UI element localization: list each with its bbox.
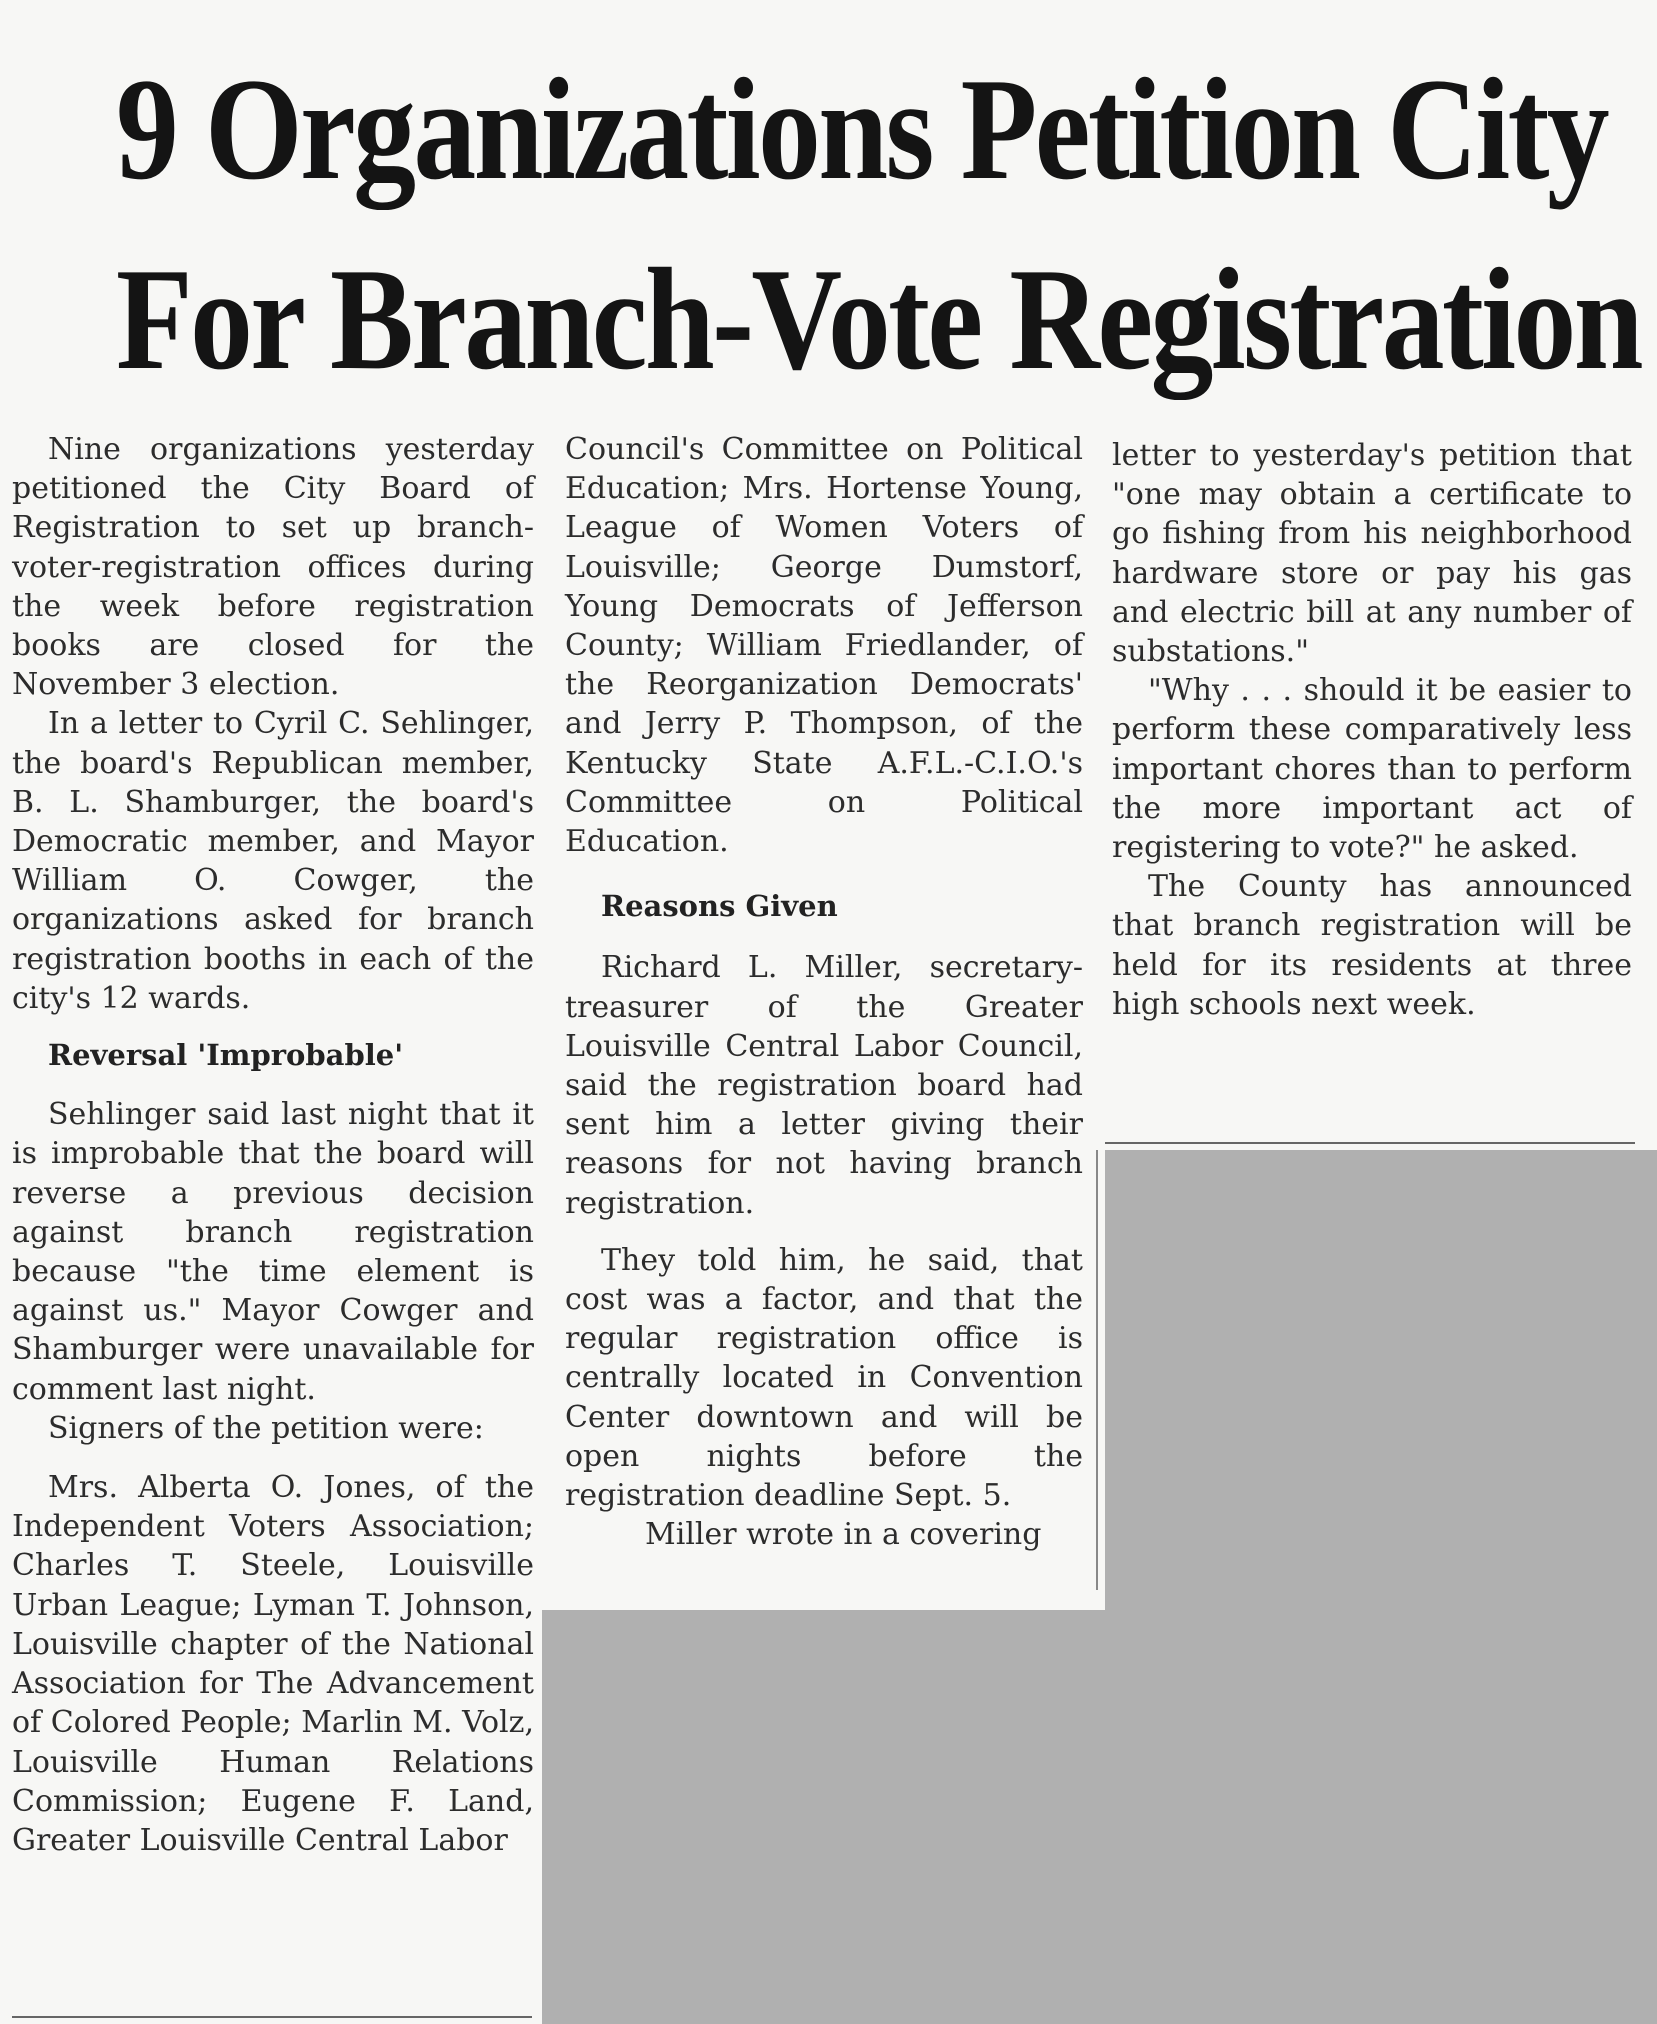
article-column-2 (565, 430, 1083, 1554)
paragraph: letter to yesterday's petition that "one may obtain a certificate to go fishing from his neighborhood hardware store or pay his gas and electric bill at any number of substations." (1112, 438, 1632, 670)
article-column-1 (12, 430, 534, 1860)
paragraph: "Why . . . should it be easier to perform these comparatively less important chores than to perform the more important act of registering to vote?" he asked. (1112, 673, 1632, 866)
article-column-3 (1112, 436, 1632, 1024)
column-end-rule (1105, 1142, 1635, 1144)
column-divider (1096, 1150, 1098, 1590)
paragraph: Sehlinger said last night that it is improbable that the board will reverse a previous decision against branch registration because "the time element is against us." Mayor Cowger and Shamburger were unavailable for comment last night. (12, 1097, 534, 1407)
headline-line-1: 9 Organizations Petition City (115, 48, 1608, 210)
paragraph: Miller wrote in a covering (645, 1517, 1042, 1553)
subhead-reasons-given: Reasons Given (601, 889, 838, 924)
paragraph: Nine organizations yesterday petitioned the City Board of Registration to set up branch-voter-registration offices during the week before registration books are closed for the November 3 election. (12, 432, 534, 703)
paragraph: In a letter to Cyril C. Sehlinger, the board's Republican member, B. L. Shamburger, the board's Democratic member, and Mayor William O. Cowger, the organizations asked for branch registration booths in each of the city's 12 wards. (12, 706, 534, 1016)
subhead-reversal-improbable: Reversal 'Improbable' (48, 1038, 404, 1073)
headline-line-2: For Branch-Vote Registration (115, 238, 1641, 400)
paragraph: They told him, he said, that cost was a factor, and that the regular registration office is centrally located in Convention Center downtown and will be open nights before the registration deadline Sept. 5. (565, 1242, 1083, 1514)
paragraph: Council's Committee on Political Education; Mrs. Hortense Young, League of Women Voters of Louisville; George Dumstorf, Young Democrats of Jefferson County; William Friedlander, of the Reorganization Democrats' and Jerry P. Thompson, of the Kentucky State A.F.L.-C.I.O.'s Committee on Political Education. (565, 432, 1083, 860)
paragraph: Richard L. Miller, secretary-treasurer of the Greater Louisville Central Labor Council, said the registration board had sent him a letter giving their reasons for not having branch registration. (565, 950, 1083, 1221)
paragraph: The County has announced that branch registration will be held for its residents at three high schools next week. (1112, 869, 1632, 1022)
column-end-rule (12, 2016, 532, 2018)
paragraph: Signers of the petition were: (48, 1410, 484, 1446)
paragraph-signers-list: Mrs. Alberta O. Jones, of the Independent Voters Association; Charles T. Steele, Louisville Urban League; Lyman T. Johnson, Louisville chapter of the National Association for The Advancement of Colored People; Marlin M. Volz, Louisville Human Relations Commission; Eugene F. Land, Greater Louisville Central Labor (12, 1470, 534, 1858)
